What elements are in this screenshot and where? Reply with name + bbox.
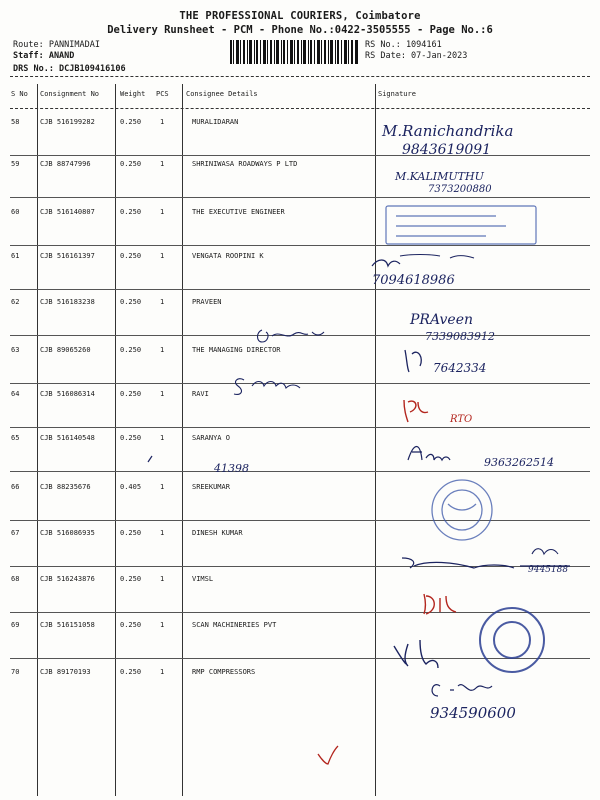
phone-text: 9363262514	[484, 456, 554, 469]
row-consignment: CJB 88235676	[40, 483, 91, 491]
row-pcs: 1	[160, 346, 165, 354]
row-rule	[10, 471, 590, 472]
row-weight: 0.250	[120, 346, 142, 354]
phone-text: 9843619091	[402, 142, 492, 158]
row-sno: 65	[11, 434, 20, 442]
row-pcs: 1	[160, 529, 165, 537]
col-consignment-header: Consignment No	[40, 90, 100, 98]
header-row-rule	[10, 108, 590, 109]
row-consignment: CJB 516161397	[40, 252, 95, 260]
row-sno: 61	[11, 252, 20, 260]
phone-text: 7642334	[433, 361, 487, 375]
row-sno: 70	[11, 668, 20, 676]
phone-text: 934590600	[430, 704, 516, 722]
row-consignee: VIMSL	[192, 575, 214, 583]
phone-text: 9445188	[528, 565, 569, 575]
table-row	[10, 571, 590, 613]
barcode-image	[230, 40, 358, 64]
row-sno: 64	[11, 390, 20, 398]
row-consignee: RAVI	[192, 390, 209, 398]
row-pcs: 1	[160, 252, 165, 260]
table-row	[10, 156, 590, 198]
row-weight: 0.250	[120, 575, 142, 583]
table-row	[10, 248, 590, 290]
row-consignment: CJB 89065260	[40, 346, 91, 354]
row-consignee: SREEKUMAR	[192, 483, 230, 491]
row-weight: 0.250	[120, 298, 142, 306]
row-rule	[10, 520, 590, 521]
row-pcs: 1	[160, 390, 165, 398]
row-pcs: 1	[160, 118, 165, 126]
table-row	[10, 204, 590, 246]
runsheet-table	[10, 84, 590, 796]
row-rule	[10, 197, 590, 198]
row-rule	[10, 427, 590, 428]
row-consignee: THE MANAGING DIRECTOR	[192, 346, 281, 354]
row-consignment: CJB 516151058	[40, 621, 95, 629]
row-pcs: 1	[160, 434, 165, 442]
table-row	[10, 617, 590, 659]
row-weight: 0.405	[120, 483, 142, 491]
row-consignee: THE EXECUTIVE ENGINEER	[192, 208, 285, 216]
table-row	[10, 479, 590, 521]
row-rule	[10, 245, 590, 246]
phone-text: 7094618986	[372, 273, 455, 288]
col-sno-header: S No	[11, 90, 28, 98]
row-sno: 58	[11, 118, 20, 126]
route-label: Route: PANNIMADAI	[13, 40, 100, 50]
row-rule	[10, 335, 590, 336]
phone-text: 7339083912	[425, 330, 495, 343]
consignee-note: 41398	[214, 462, 249, 475]
row-consignee: SARANYA O	[192, 434, 230, 442]
row-sno: 66	[11, 483, 20, 491]
phone-text: 7373200880	[428, 184, 492, 195]
rto-text: RTO	[450, 414, 473, 425]
row-consignee: DINESH KUMAR	[192, 529, 243, 537]
row-weight: 0.250	[120, 118, 142, 126]
drs-number: DRS No.: DCJB109416106	[13, 64, 126, 74]
table-row	[10, 430, 590, 472]
row-sno: 59	[11, 160, 20, 168]
row-consignment: CJB 516086314	[40, 390, 95, 398]
row-sno: 67	[11, 529, 20, 537]
row-pcs: 1	[160, 668, 165, 676]
row-weight: 0.250	[120, 160, 142, 168]
row-consignee: MURALIDARAN	[192, 118, 239, 126]
row-consignment: CJB 516183238	[40, 298, 95, 306]
runsheet-subtitle: Delivery Runsheet - PCM - Phone No.:0422-3505555 - Page No.:6	[107, 24, 493, 36]
row-pcs: 1	[160, 298, 165, 306]
row-consignment: CJB 516243876	[40, 575, 95, 583]
header-divider	[10, 76, 590, 77]
row-consignment: CJB 89170193	[40, 668, 91, 676]
row-consignee: SCAN MACHINERIES PVT	[192, 621, 277, 629]
row-sno: 60	[11, 208, 20, 216]
row-consignee: SHRINIWASA ROADWAYS P LTD	[192, 160, 298, 168]
row-weight: 0.250	[120, 208, 142, 216]
row-sno: 62	[11, 298, 20, 306]
signature-text: M.KALIMUTHU	[395, 170, 484, 183]
row-pcs: 1	[160, 483, 165, 491]
col-weight-header: Weight	[120, 90, 146, 98]
signature-text: PRAveen	[410, 312, 473, 328]
row-consignee: RMP COMPRESSORS	[192, 668, 256, 676]
signature-text: M.Ranichandrika	[382, 122, 514, 140]
row-rule	[10, 566, 590, 567]
row-rule	[10, 289, 590, 290]
row-weight: 0.250	[120, 621, 142, 629]
table-row	[10, 114, 590, 156]
table-row	[10, 342, 590, 384]
row-weight: 0.250	[120, 390, 142, 398]
rs-number: RS No.: 1094161	[365, 40, 442, 50]
row-consignment: CJB 516140548	[40, 434, 95, 442]
staff-label: Staff: ANAND	[13, 51, 75, 61]
row-pcs: 1	[160, 160, 165, 168]
row-pcs: 1	[160, 575, 165, 583]
table-row	[10, 386, 590, 428]
row-weight: 0.250	[120, 529, 142, 537]
row-weight: 0.250	[120, 252, 142, 260]
row-sno: 68	[11, 575, 20, 583]
row-sno: 69	[11, 621, 20, 629]
row-consignment: CJB 88747996	[40, 160, 91, 168]
col-consignee-header: Consignee Details	[186, 90, 258, 98]
row-sno: 63	[11, 346, 20, 354]
row-weight: 0.250	[120, 668, 142, 676]
table-row	[10, 525, 590, 567]
table-row	[10, 664, 590, 796]
row-pcs: 1	[160, 208, 165, 216]
company-title: THE PROFESSIONAL COURIERS, Coimbatore	[179, 10, 421, 22]
col-pcs-header: PCS	[156, 90, 169, 98]
table-row	[10, 294, 590, 336]
row-rule	[10, 658, 590, 659]
row-rule	[10, 612, 590, 613]
rs-date: RS Date: 07-Jan-2023	[365, 51, 468, 61]
row-consignment: CJB 516140807	[40, 208, 95, 216]
col-signature-header: Signature	[378, 90, 416, 98]
row-consignee: PRAVEEN	[192, 298, 222, 306]
row-consignment: CJB 516199282	[40, 118, 95, 126]
row-consignment: CJB 516086935	[40, 529, 95, 537]
row-pcs: 1	[160, 621, 165, 629]
row-consignee: VENGATA ROOPINI K	[192, 252, 264, 260]
row-rule	[10, 383, 590, 384]
row-weight: 0.250	[120, 434, 142, 442]
